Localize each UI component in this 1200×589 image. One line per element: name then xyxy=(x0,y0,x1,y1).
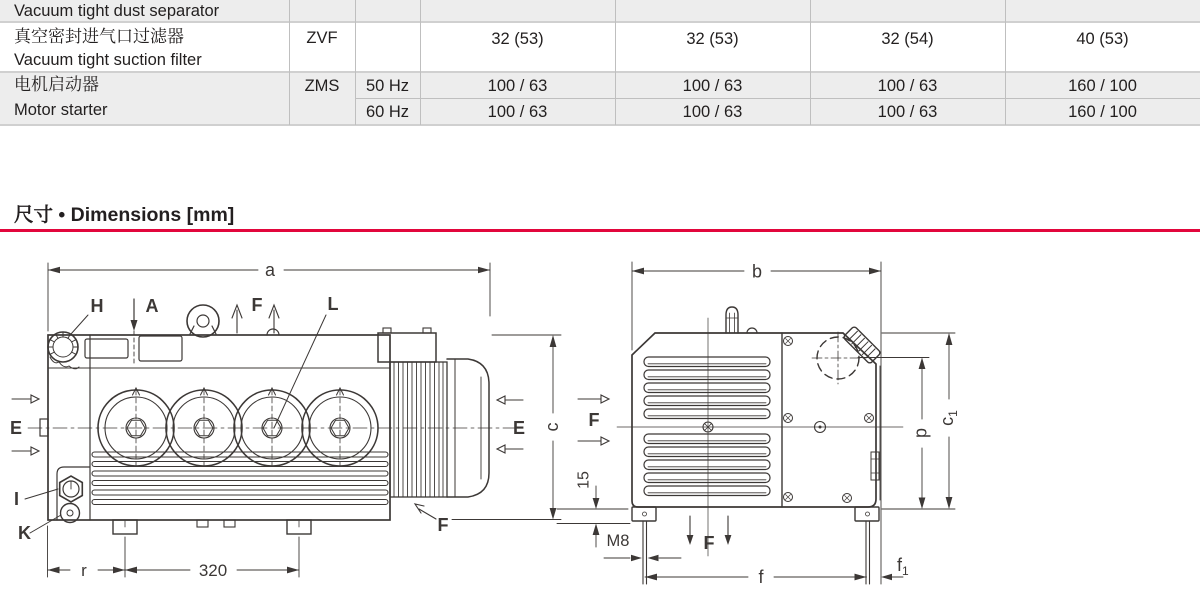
nameplate xyxy=(139,336,182,361)
row-label-en: Vacuum tight suction filter xyxy=(14,51,202,69)
dim-label-15: 15 xyxy=(575,471,593,489)
pump-feet xyxy=(113,520,311,534)
freq-cell: 60 Hz xyxy=(365,103,410,121)
table-column-line xyxy=(615,0,616,125)
table-row-dust-separator xyxy=(0,0,1200,22)
table-subdivider xyxy=(355,98,1200,99)
row-code: ZVF xyxy=(306,29,338,47)
table-column-line xyxy=(355,0,356,125)
freq-cell: 50 Hz xyxy=(365,77,410,95)
feet-and-studs xyxy=(632,507,879,584)
panel-screws xyxy=(784,337,874,503)
row-label-zh: 电机启动器 xyxy=(14,75,99,94)
value-cell: 160 / 100 xyxy=(1068,77,1137,95)
table-column-line xyxy=(810,0,811,125)
section-title: 尺寸 • Dimensions [mm] xyxy=(14,204,235,226)
latch-detail xyxy=(871,452,879,480)
callout-e-left: E xyxy=(10,418,23,438)
table-divider xyxy=(0,71,1200,73)
dim-label-r: r xyxy=(81,561,87,580)
table-column-line xyxy=(1005,0,1006,125)
section-rule xyxy=(0,229,1200,232)
table-row-suction-filter xyxy=(0,22,1200,72)
exhaust-dome xyxy=(267,329,279,335)
callout-f-left: F xyxy=(588,410,600,430)
value-cell: 100 / 63 xyxy=(682,77,743,95)
left-technical-drawing xyxy=(0,250,585,589)
value-cell: 32 (53) xyxy=(686,30,739,48)
callout-h: H xyxy=(90,296,104,316)
callout-i: I xyxy=(14,489,20,509)
row-code: ZMS xyxy=(304,77,340,95)
value-cell: 160 / 100 xyxy=(1068,103,1137,121)
exhaust-ports xyxy=(98,388,378,466)
lifting-eye xyxy=(187,305,219,337)
table-divider xyxy=(0,21,1200,23)
callout-k: K xyxy=(18,523,31,543)
value-cell: 100 / 63 xyxy=(877,103,938,121)
table-divider xyxy=(0,124,1200,126)
value-cell: 32 (53) xyxy=(491,30,544,48)
callout-e-right: E xyxy=(512,418,526,438)
callout-f-bottom: F xyxy=(437,515,449,535)
leader-l xyxy=(274,315,326,428)
dim-label-f: f xyxy=(758,567,764,587)
callout-l: L xyxy=(327,294,339,314)
motor xyxy=(378,328,489,497)
dim-label-m8: M8 xyxy=(606,532,630,550)
end-view-body xyxy=(632,333,880,507)
table-column-line xyxy=(420,0,421,125)
value-cell: 100 / 63 xyxy=(487,103,548,121)
nameplate xyxy=(85,339,128,358)
carry-handle xyxy=(726,307,757,333)
value-cell: 100 / 63 xyxy=(487,77,548,95)
table-column-line xyxy=(289,0,290,125)
dim-label-c1: $c_1$ xyxy=(937,410,960,426)
value-cell: 40 (53) xyxy=(1076,30,1129,48)
right-technical-drawing xyxy=(555,250,1200,589)
airflow-arrow-bottom xyxy=(415,504,436,519)
arrow-a xyxy=(131,299,138,366)
callout-f-bottom-right: F xyxy=(703,533,715,553)
dim-label-320: 320 xyxy=(198,561,228,580)
dimension-f xyxy=(645,574,867,581)
value-cell: 100 / 63 xyxy=(877,77,938,95)
value-cell: 100 / 63 xyxy=(682,103,743,121)
dim-label-c: c xyxy=(542,422,562,432)
inlet-cap xyxy=(843,326,881,364)
callout-a-arrow: A xyxy=(145,296,159,316)
row-label-en: Motor starter xyxy=(14,101,108,119)
value-cell: 32 (54) xyxy=(881,30,934,48)
row-label-zh: 真空密封进气口过滤器 xyxy=(14,27,184,46)
oil-fill-cap xyxy=(48,332,79,369)
cooling-fins xyxy=(92,452,388,505)
callout-f-top: F xyxy=(251,295,263,315)
dimension-b xyxy=(632,262,881,584)
dim-label-f1: $f_1$ xyxy=(897,555,909,578)
dim-label-b: b xyxy=(751,261,763,282)
oil-sight-glass xyxy=(60,476,83,502)
dim-label-p: p xyxy=(910,427,931,439)
row-label-en: Vacuum tight dust separator xyxy=(14,2,220,20)
dim-label-a: a xyxy=(264,260,276,280)
